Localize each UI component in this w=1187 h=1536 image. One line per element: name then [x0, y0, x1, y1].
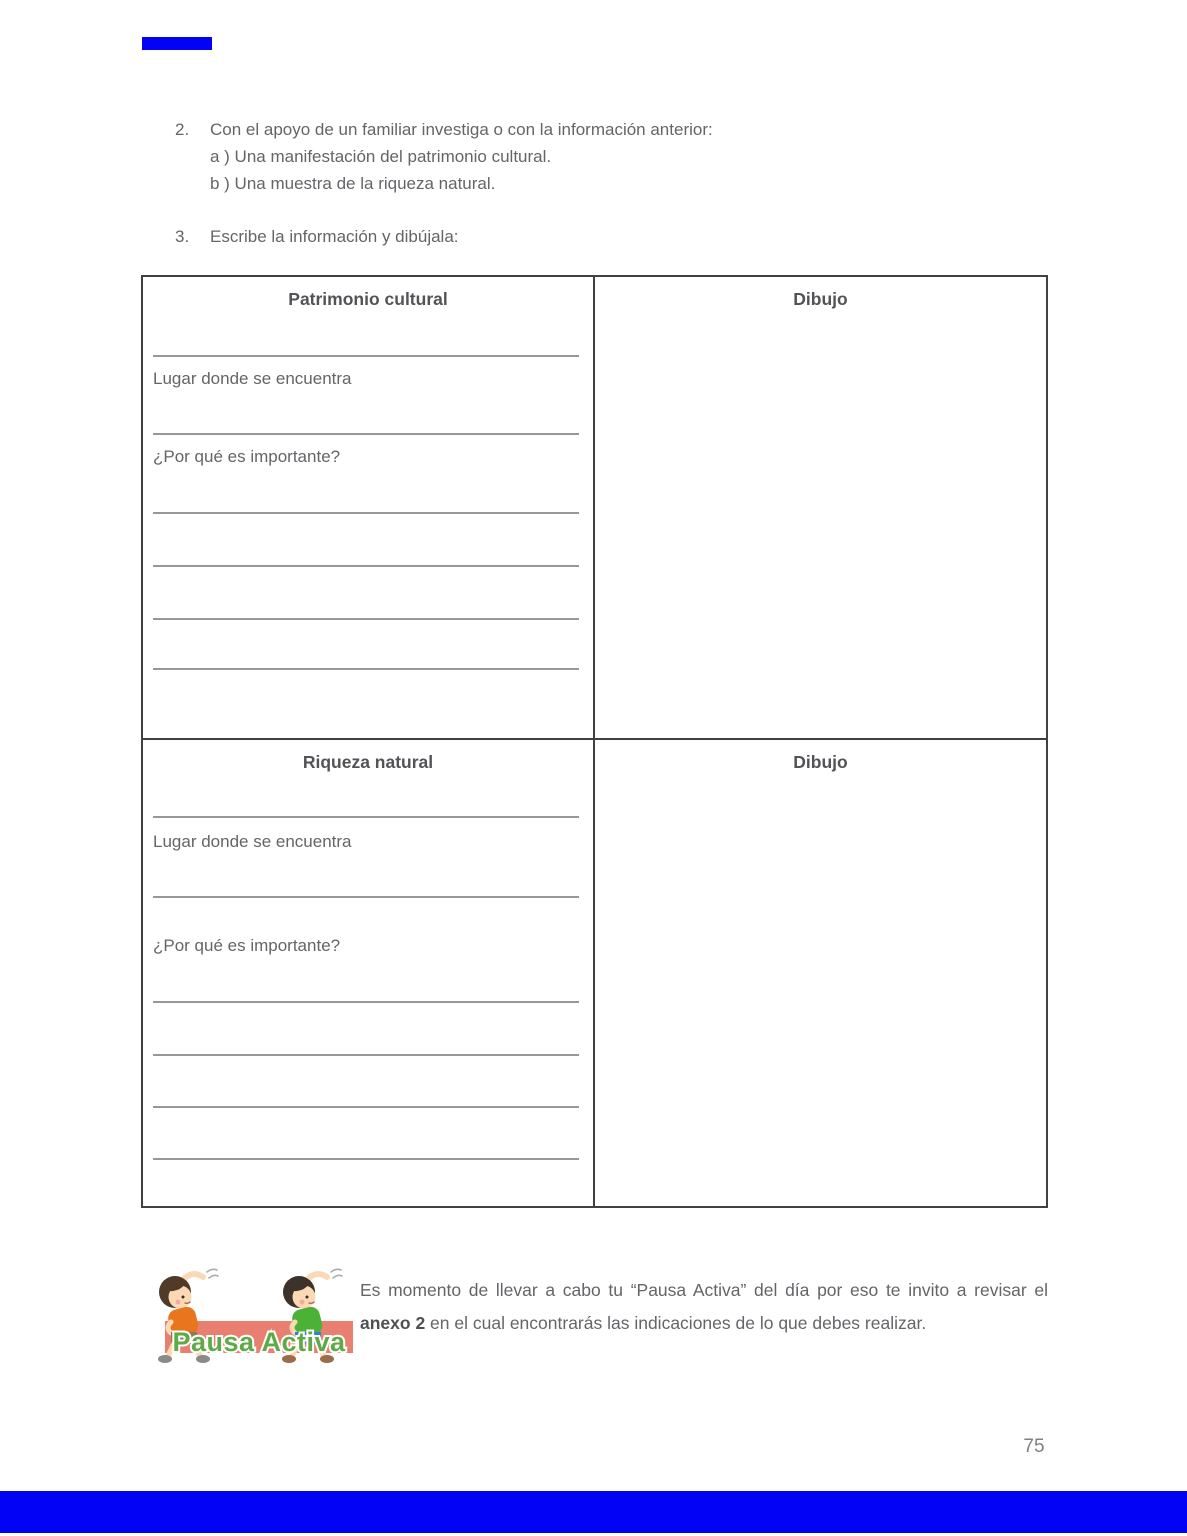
- write-line: [153, 896, 579, 898]
- label-importance: ¿Por qué es importante?: [153, 936, 341, 955]
- label-location: Lugar donde se encuentra: [153, 832, 352, 851]
- cell-dibujo-1: [595, 277, 1046, 740]
- pausa-banner-text: Pausa Activa: [172, 1327, 346, 1357]
- worksheet-table: [141, 275, 1048, 1208]
- write-line: [153, 1106, 579, 1108]
- instruction-item-3: [175, 223, 935, 250]
- write-line: [153, 1054, 579, 1056]
- pausa-activa-paragraph: [360, 1274, 1048, 1340]
- page-number: 75: [1023, 1436, 1045, 1457]
- write-line: [153, 668, 579, 670]
- pausa-paragraph-end: en el cual encontrarás las indicaciones de lo que debes realizar.: [425, 1313, 927, 1333]
- pausa-activa-image: [145, 1264, 357, 1370]
- write-line: [153, 512, 579, 514]
- bottom-accent-bar: [0, 1491, 1187, 1533]
- instruction-2b-text: b ) Una muestra de la riqueza natural.: [210, 174, 496, 193]
- instruction-2-number: 2.: [175, 120, 190, 139]
- cell-header-dibujo-1: Dibujo: [793, 289, 848, 309]
- write-line: [153, 1001, 579, 1003]
- write-line: [153, 565, 579, 567]
- cell-dibujo-2: [595, 740, 1046, 1206]
- label-location: Lugar donde se encuentra: [153, 369, 352, 388]
- anexo-2-bold: anexo 2: [360, 1313, 426, 1333]
- instruction-item-2: [175, 116, 935, 197]
- instruction-3-number: 3.: [175, 227, 190, 246]
- cell-header-dibujo-2: Dibujo: [793, 752, 848, 772]
- cell-header-patrimonio: Patrimonio cultural: [288, 289, 448, 309]
- instruction-2-text: Con el apoyo de un familiar investiga o con la información anterior:: [210, 120, 713, 139]
- instruction-3-text: Escribe la información y dibújala:: [210, 227, 459, 246]
- pausa-paragraph-start: Es momento de llevar a cabo tu “Pausa Activa” del día por eso te invito a revisar el: [360, 1280, 1048, 1300]
- cell-riqueza-natural: [143, 740, 595, 1206]
- write-line: [153, 355, 579, 357]
- write-line: [153, 816, 579, 818]
- cell-patrimonio-cultural: [143, 277, 595, 740]
- label-importance: ¿Por qué es importante?: [153, 447, 341, 466]
- top-accent-bar: [142, 37, 212, 50]
- cell-header-riqueza: Riqueza natural: [302, 752, 434, 772]
- write-line: [153, 1158, 579, 1160]
- write-line: [153, 433, 579, 435]
- write-line: [153, 618, 579, 620]
- instruction-2a-text: a ) Una manifestación del patrimonio cultural.: [210, 147, 552, 166]
